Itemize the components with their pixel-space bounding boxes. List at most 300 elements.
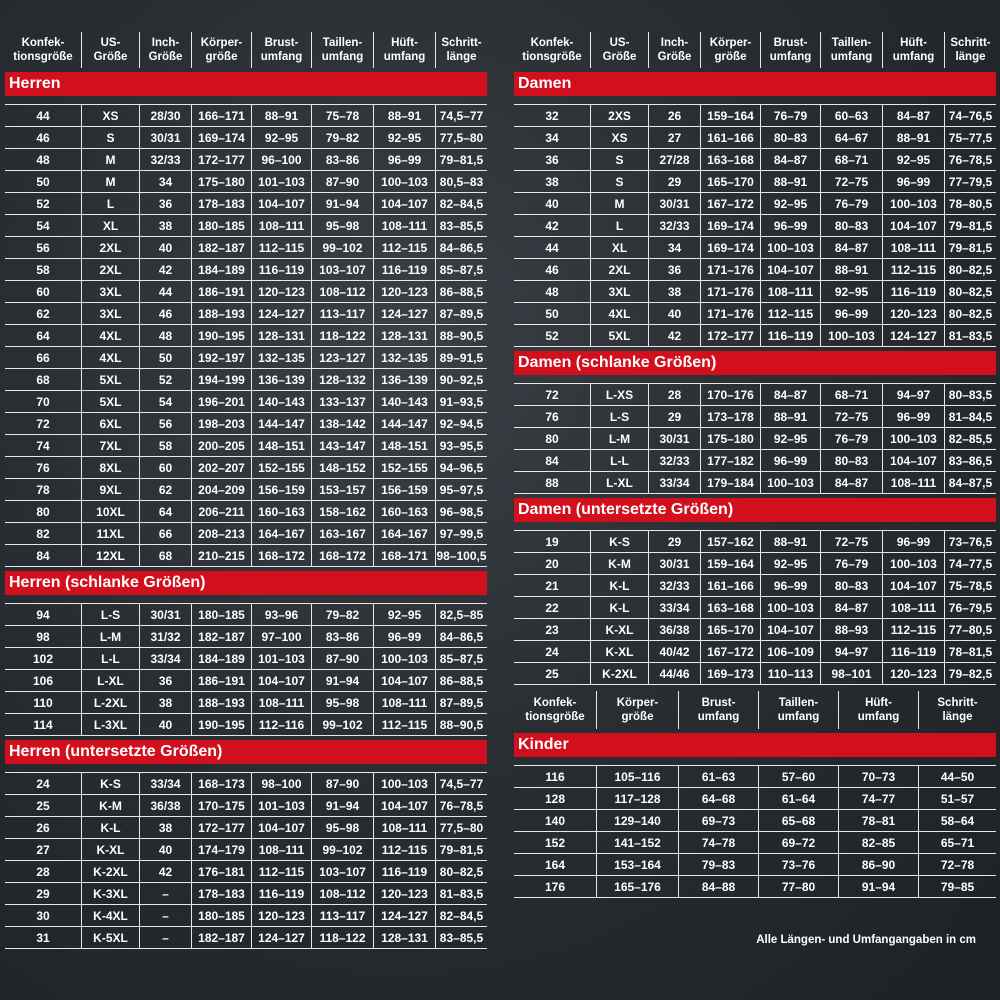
table-cell: K-3XL	[81, 883, 139, 904]
table-cell: 188–193	[191, 692, 251, 713]
table-cell: 58	[36, 262, 50, 277]
table-cell: 104–107	[373, 670, 435, 691]
table-cell: 108–112	[311, 281, 373, 302]
table-cell: 168–173	[191, 773, 251, 794]
table-cell: 99–102	[311, 237, 373, 258]
table-cell: 99–102	[311, 839, 373, 860]
table-cell: 72	[36, 416, 50, 431]
table-cell: 176	[544, 879, 566, 894]
table-cell: 19	[545, 534, 559, 549]
table-cell: 76–78,5	[435, 795, 487, 816]
table-cell: 128–132	[311, 369, 373, 390]
table-cell: 2XL	[81, 237, 139, 258]
table-cell: K-M	[590, 553, 648, 574]
table-cell: 113–117	[311, 905, 373, 926]
table-cell: 128–131	[373, 325, 435, 346]
table-cell: 64–67	[820, 127, 882, 148]
table-cell: 33/34	[139, 648, 191, 669]
table-cell: 92–95	[760, 193, 820, 214]
table-cell: 36	[139, 193, 191, 214]
table-cell: 29	[36, 886, 50, 901]
table-cell: 161–166	[700, 127, 760, 148]
column-header: Körper- größe	[191, 32, 251, 68]
table-cell: 64	[36, 328, 50, 343]
table-cell: L-S	[590, 406, 648, 427]
table-row	[514, 663, 996, 685]
table-cell: 108–111	[373, 817, 435, 838]
table-cell: 104–107	[760, 259, 820, 280]
table-cell: 84–87	[882, 105, 944, 126]
table-cell: 120–123	[373, 281, 435, 302]
table-row	[5, 215, 487, 237]
table-cell: 44–50	[918, 766, 996, 787]
table-row	[5, 927, 487, 949]
table-cell: 96–99	[820, 303, 882, 324]
table-cell: 86–88,5	[435, 670, 487, 691]
table-cell: 80–82,5	[944, 281, 996, 302]
table-row	[5, 325, 487, 347]
table-cell: 112–115	[882, 259, 944, 280]
table-cell: 108–111	[882, 472, 944, 493]
table-cell: 148–151	[373, 435, 435, 456]
table-cell: S	[81, 127, 139, 148]
table-cell: 30/31	[139, 604, 191, 625]
table-row	[514, 215, 996, 237]
table-cell: 170–176	[700, 384, 760, 405]
table-cell: 93–95,5	[435, 435, 487, 456]
table-header	[514, 32, 996, 68]
table-cell: 104–107	[882, 450, 944, 471]
footnote: Alle Längen- und Umfangangaben in cm	[756, 934, 976, 946]
table-cell: 62	[139, 479, 191, 500]
table-cell: 117–128	[596, 788, 678, 809]
table-cell: 159–164	[700, 105, 760, 126]
table-cell: 175–180	[700, 428, 760, 449]
table-cell: 75–78,5	[944, 575, 996, 596]
table-cell: 76	[36, 460, 50, 475]
table-cell: 80–82,5	[435, 861, 487, 882]
table-cell: 74,5–77	[435, 105, 487, 126]
table-cell: K-L	[590, 575, 648, 596]
table-cell: 104–107	[760, 619, 820, 640]
table-cell: 65–68	[758, 810, 838, 831]
table-cell: 112–115	[373, 237, 435, 258]
table-cell: 190–195	[191, 714, 251, 735]
table-cell: 79–82	[311, 127, 373, 148]
table-cell: 31/32	[139, 626, 191, 647]
table-cell: 82–84,5	[435, 193, 487, 214]
table-cell: 113–117	[311, 303, 373, 324]
table-cell: 136–139	[251, 369, 311, 390]
table-cell: 84–87	[820, 237, 882, 258]
table-cell: 84	[36, 548, 50, 563]
table-cell: L-XL	[590, 472, 648, 493]
table-cell: 12XL	[81, 545, 139, 566]
table-cell: 94	[36, 607, 50, 622]
table-row	[514, 237, 996, 259]
table-cell: 108–111	[251, 215, 311, 236]
table-cell: 166–171	[191, 105, 251, 126]
table-cell: 80	[545, 431, 559, 446]
table-cell: L-L	[590, 450, 648, 471]
table-cell: 128	[544, 791, 566, 806]
table-cell: 82–85	[838, 832, 918, 853]
table-cell: 2XS	[590, 105, 648, 126]
table-cell: 72–75	[820, 406, 882, 427]
table-cell: 120–123	[251, 281, 311, 302]
table-cell: 74–77,5	[944, 553, 996, 574]
table-cell: 97–100	[251, 626, 311, 647]
table-cell: 176–181	[191, 861, 251, 882]
table-cell: 80	[36, 504, 50, 519]
table-cell: 96–99	[373, 149, 435, 170]
table-cell: 178–183	[191, 193, 251, 214]
table-cell: 92–94,5	[435, 413, 487, 434]
table-row	[514, 766, 996, 788]
table-cell: 38	[545, 174, 559, 189]
table-cell: 73–76,5	[944, 531, 996, 552]
size-table	[514, 104, 996, 347]
table-cell: 66	[139, 523, 191, 544]
table-cell: 40	[139, 839, 191, 860]
table-cell: 76–79	[820, 193, 882, 214]
table-row	[5, 413, 487, 435]
table-cell: 120–123	[882, 303, 944, 324]
table-cell: 98–100,5	[435, 545, 487, 566]
table-cell: 173–178	[700, 406, 760, 427]
table-cell: S	[590, 171, 648, 192]
table-cell: 168–172	[251, 545, 311, 566]
table-cell: 58	[139, 435, 191, 456]
table-cell: 10XL	[81, 501, 139, 522]
table-cell: 92–95	[760, 428, 820, 449]
table-cell: 73–76	[758, 854, 838, 875]
table-cell: 140–143	[373, 391, 435, 412]
table-cell: 79–81,5	[435, 149, 487, 170]
table-cell: 22	[545, 600, 559, 615]
table-cell: 104–107	[251, 670, 311, 691]
table-cell: 38	[139, 692, 191, 713]
table-cell: 79–81,5	[435, 839, 487, 860]
table-cell: 204–209	[191, 479, 251, 500]
table-cell: 148–151	[251, 435, 311, 456]
table-cell: 128–131	[373, 927, 435, 948]
table-row	[514, 788, 996, 810]
table-cell: 169–174	[191, 127, 251, 148]
table-cell: 87–90	[311, 648, 373, 669]
table-cell: 152	[544, 835, 566, 850]
table-cell: 69–72	[758, 832, 838, 853]
table-cell: L-XL	[81, 670, 139, 691]
table-cell: 190–195	[191, 325, 251, 346]
column-header: Taillen- umfang	[758, 691, 838, 729]
table-cell: 32/33	[648, 450, 700, 471]
table-cell: 87–89,5	[435, 692, 487, 713]
table-cell: 85–87,5	[435, 259, 487, 280]
column-header: Schritt- länge	[944, 32, 996, 68]
table-cell: 88–91	[882, 127, 944, 148]
table-cell: 96–98,5	[435, 501, 487, 522]
table-cell: K-S	[81, 773, 139, 794]
table-cell: 108–111	[251, 839, 311, 860]
table-cell: 96–99	[882, 171, 944, 192]
table-cell: 79–82	[311, 604, 373, 625]
table-cell: 198–203	[191, 413, 251, 434]
table-cell: 179–184	[700, 472, 760, 493]
table-cell: 23	[545, 622, 559, 637]
table-cell: 104–107	[882, 215, 944, 236]
table-cell: 169–174	[700, 215, 760, 236]
table-cell: 9XL	[81, 479, 139, 500]
table-cell: 62	[36, 306, 50, 321]
table-cell: 169–173	[700, 663, 760, 684]
table-cell: 152–155	[251, 457, 311, 478]
table-row	[514, 259, 996, 281]
table-cell: 100–103	[882, 193, 944, 214]
table-cell: 42	[139, 861, 191, 882]
table-cell: 100–103	[820, 325, 882, 346]
table-cell: 160–163	[373, 501, 435, 522]
table-cell: 27	[36, 842, 50, 857]
table-cell: 68	[139, 545, 191, 566]
table-cell: L	[590, 215, 648, 236]
section-title: Damen (schlanke Größen)	[514, 351, 996, 375]
table-cell: K-4XL	[81, 905, 139, 926]
size-section	[514, 498, 996, 685]
table-row	[5, 905, 487, 927]
table-cell: 96–99	[882, 406, 944, 427]
table-cell: 90–92,5	[435, 369, 487, 390]
table-row	[514, 619, 996, 641]
table-cell: 116–119	[373, 861, 435, 882]
table-cell: 52	[545, 328, 559, 343]
table-cell: L-XS	[590, 384, 648, 405]
table-cell: 30/31	[648, 193, 700, 214]
table-cell: 112–115	[373, 714, 435, 735]
table-row	[514, 171, 996, 193]
table-cell: 66	[36, 350, 50, 365]
column-header: Schritt- länge	[918, 691, 996, 729]
table-cell: 210–215	[191, 545, 251, 566]
column-header: Körper- größe	[596, 691, 678, 729]
table-cell: 116–119	[373, 259, 435, 280]
table-cell: L-3XL	[81, 714, 139, 735]
size-table	[5, 603, 487, 736]
table-cell: M	[590, 193, 648, 214]
table-cell: 33/34	[648, 597, 700, 618]
table-cell: 163–168	[700, 149, 760, 170]
table-cell: 85–87,5	[435, 648, 487, 669]
table-cell: 169–174	[700, 237, 760, 258]
table-cell: 77–80	[758, 876, 838, 897]
table-cell: 80–83	[820, 215, 882, 236]
table-cell: 78–81,5	[944, 641, 996, 662]
table-cell: 30/31	[648, 553, 700, 574]
table-cell: 104–107	[373, 795, 435, 816]
table-cell: 82	[36, 526, 50, 541]
column-header: US- Größe	[590, 32, 648, 68]
table-cell: 87–90	[311, 773, 373, 794]
table-cell: 159–164	[700, 553, 760, 574]
table-cell: 64	[139, 501, 191, 522]
table-cell: 36	[139, 670, 191, 691]
table-cell: 80,5–83	[435, 171, 487, 192]
table-cell: 118–122	[311, 325, 373, 346]
table-cell: 163–168	[700, 597, 760, 618]
table-cell: 7XL	[81, 435, 139, 456]
table-cell: 91–94	[311, 670, 373, 691]
table-cell: 92–95	[820, 281, 882, 302]
table-cell: 114	[33, 717, 53, 732]
table-cell: 68–71	[820, 384, 882, 405]
table-cell: 52	[36, 196, 50, 211]
table-cell: 100–103	[373, 171, 435, 192]
table-cell: 96–99	[882, 531, 944, 552]
table-cell: 78	[36, 482, 50, 497]
size-table	[514, 383, 996, 494]
table-cell: 77,5–80	[435, 817, 487, 838]
table-cell: 84–88	[678, 876, 758, 897]
table-cell: 163–167	[311, 523, 373, 544]
table-cell: L-2XL	[81, 692, 139, 713]
table-cell: 38	[139, 215, 191, 236]
table-row	[5, 281, 487, 303]
table-cell: XS	[590, 127, 648, 148]
table-cell: 64–68	[678, 788, 758, 809]
table-row	[514, 876, 996, 898]
table-cell: 110	[33, 695, 53, 710]
column-header: Brust- umfang	[760, 32, 820, 68]
table-cell: K-2XL	[590, 663, 648, 684]
table-cell: 140	[544, 813, 566, 828]
table-cell: 42	[139, 259, 191, 280]
table-cell: 100–103	[882, 553, 944, 574]
column-header: Hüft- umfang	[838, 691, 918, 729]
table-cell: 48	[545, 284, 559, 299]
section-title: Damen (untersetzte Größen)	[514, 498, 996, 522]
table-cell: 186–191	[191, 281, 251, 302]
table-cell: 31	[36, 930, 50, 945]
section-title: Damen	[514, 72, 996, 96]
table-cell: 24	[545, 644, 559, 659]
table-cell: 175–180	[191, 171, 251, 192]
table-row	[514, 384, 996, 406]
table-row	[5, 303, 487, 325]
table-cell: 101–103	[251, 795, 311, 816]
table-cell: 160–163	[251, 501, 311, 522]
table-row	[514, 450, 996, 472]
table-cell: K-L	[81, 817, 139, 838]
table-cell: 28/30	[139, 105, 191, 126]
table-cell: 172–177	[191, 149, 251, 170]
table-cell: 57–60	[758, 766, 838, 787]
table-cell: 100–103	[373, 773, 435, 794]
column-header: Hüft- umfang	[882, 32, 944, 68]
table-cell: 100–103	[760, 472, 820, 493]
table-cell: 153–157	[311, 479, 373, 500]
table-row	[5, 714, 487, 736]
table-cell: 54	[139, 391, 191, 412]
table-cell: 86–88,5	[435, 281, 487, 302]
table-cell: 94–97	[882, 384, 944, 405]
table-row	[5, 391, 487, 413]
column-header: Konfek- tionsgröße	[522, 37, 582, 63]
table-cell: 180–185	[191, 604, 251, 625]
table-cell: 184–189	[191, 259, 251, 280]
table-cell: 101–103	[251, 648, 311, 669]
table-cell: 84–87	[760, 384, 820, 405]
table-cell: 83–85,5	[435, 927, 487, 948]
table-cell: 165–170	[700, 619, 760, 640]
table-cell: 94–97	[820, 641, 882, 662]
table-cell: 81–83,5	[944, 325, 996, 346]
table-cell: 156–159	[373, 479, 435, 500]
table-row	[5, 457, 487, 479]
column-header: Brust- umfang	[678, 691, 758, 729]
table-cell: 100–103	[760, 597, 820, 618]
table-cell: 161–166	[700, 575, 760, 596]
table-cell: 29	[648, 531, 700, 552]
table-cell: 104–107	[882, 575, 944, 596]
table-cell: 92–95	[251, 127, 311, 148]
table-cell: 80–82,5	[944, 303, 996, 324]
column-header: Brust- umfang	[251, 32, 311, 68]
table-cell: 34	[648, 237, 700, 258]
column-header: US- Größe	[81, 32, 139, 68]
table-cell: 76–78,5	[944, 149, 996, 170]
table-cell: 79–83	[678, 854, 758, 875]
table-cell: 124–127	[882, 325, 944, 346]
table-cell: 78–80,5	[944, 193, 996, 214]
table-cell: 180–185	[191, 215, 251, 236]
table-cell: 81–83,5	[435, 883, 487, 904]
table-cell: 74–78	[678, 832, 758, 853]
table-row	[5, 817, 487, 839]
table-cell: 48	[36, 152, 50, 167]
table-row	[5, 626, 487, 648]
table-cell: 116–119	[882, 641, 944, 662]
table-cell: 112–115	[760, 303, 820, 324]
table-cell: 33/34	[139, 773, 191, 794]
column-header: Körper- größe	[700, 32, 760, 68]
table-cell: 79–82,5	[944, 663, 996, 684]
table-cell: 70	[36, 394, 50, 409]
size-section	[5, 740, 487, 949]
table-row	[514, 149, 996, 171]
table-cell: 116–119	[760, 325, 820, 346]
table-cell: 91–93,5	[435, 391, 487, 412]
table-cell: 100–103	[760, 237, 820, 258]
table-cell: 3XL	[81, 303, 139, 324]
table-cell: 74–77	[838, 788, 918, 809]
table-row	[514, 641, 996, 663]
table-row	[5, 648, 487, 670]
table-cell: 94–96,5	[435, 457, 487, 478]
table-cell: 30	[36, 908, 50, 923]
table-row	[5, 839, 487, 861]
table-cell: 25	[545, 666, 559, 681]
table-cell: 26	[648, 105, 700, 126]
table-cell: 84–87	[820, 597, 882, 618]
table-cell: 88–91	[760, 171, 820, 192]
table-row	[514, 325, 996, 347]
table-cell: 116–119	[251, 883, 311, 904]
table-cell: 95–98	[311, 215, 373, 236]
table-cell: 58–64	[918, 810, 996, 831]
table-cell: 34	[545, 130, 559, 145]
table-cell: 123–127	[311, 347, 373, 368]
table-cell: 174–179	[191, 839, 251, 860]
